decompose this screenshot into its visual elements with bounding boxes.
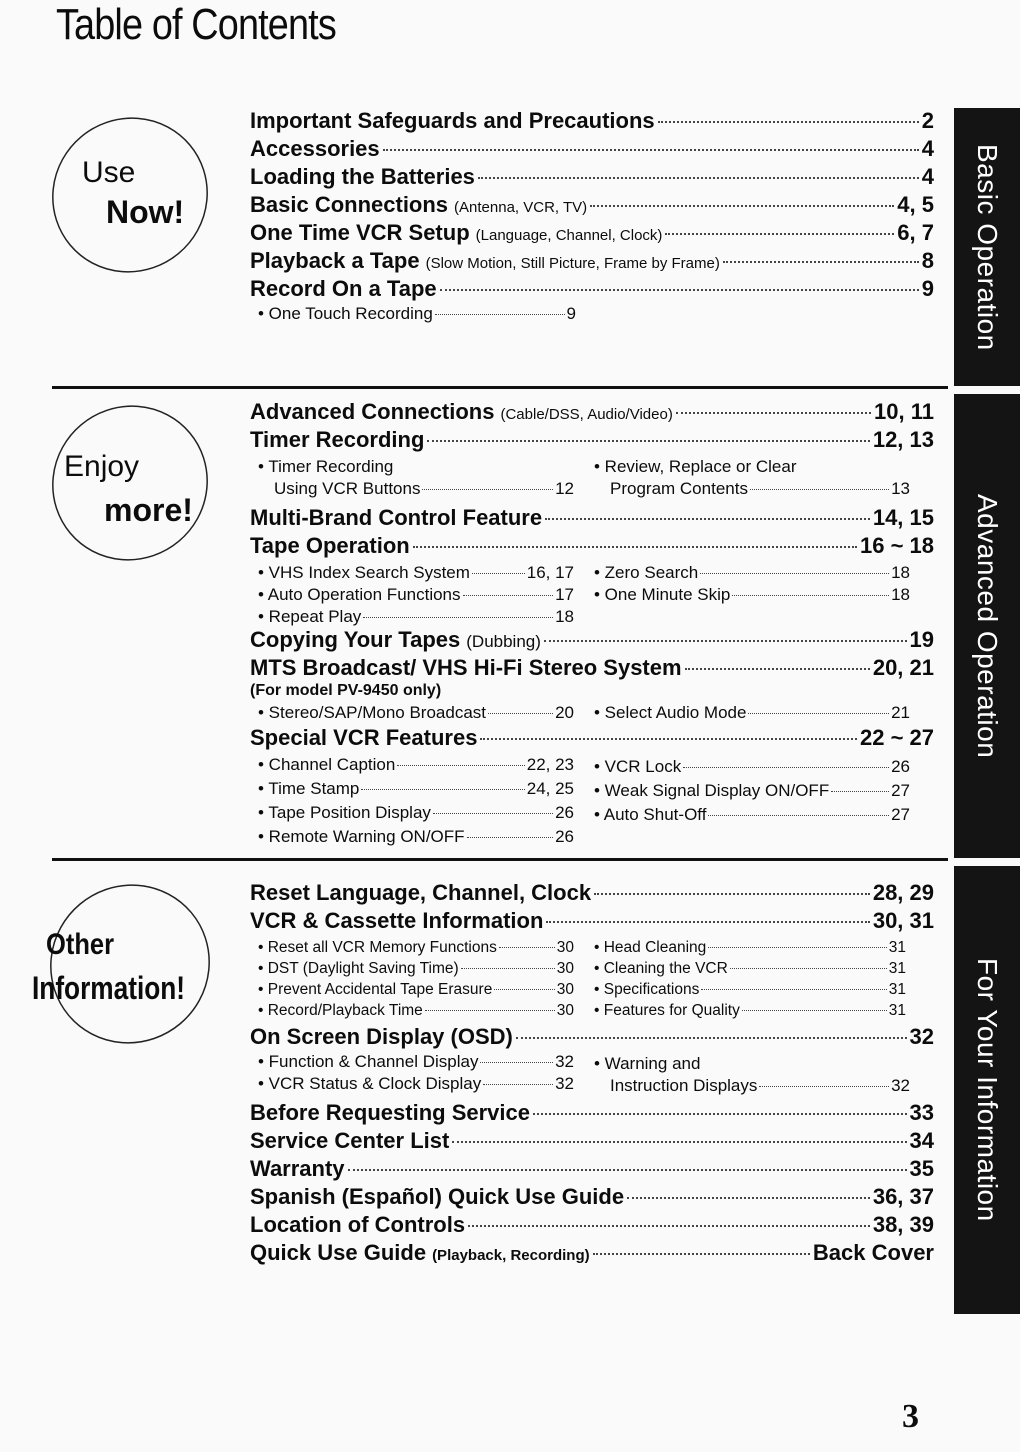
subentry-page: 24, 25: [526, 779, 574, 798]
subentry-label: • Timer Recording: [258, 457, 394, 476]
entry-title: VCR & Cassette Information: [250, 908, 544, 933]
dot-leader: [544, 640, 907, 642]
tab-basic-operation[interactable]: [954, 108, 1020, 386]
dot-leader: [658, 121, 919, 123]
badge-line1: Use: [82, 156, 136, 189]
subentry-label: • One Minute Skip: [594, 585, 731, 604]
toc-entry[interactable]: [250, 427, 934, 453]
page-title: Table of Contents: [56, 0, 336, 49]
tab-advanced-operation[interactable]: [954, 394, 1020, 858]
section-divider: [52, 858, 948, 861]
entry-title: MTS Broadcast/ VHS Hi-Fi Stereo System: [250, 655, 682, 680]
toc-subentry[interactable]: [258, 803, 574, 823]
entry-title: Before Requesting Service: [250, 1100, 530, 1125]
toc-subentry[interactable]: [610, 1076, 910, 1096]
entry-title: Multi-Brand Control Feature: [250, 505, 543, 530]
subentry-label: Instruction Displays: [610, 1076, 758, 1095]
subentry-page: 26: [555, 827, 574, 846]
subentry-page: 31: [888, 939, 906, 956]
toc-entry[interactable]: [250, 1100, 934, 1126]
entry-title: Quick Use Guide: [250, 1240, 427, 1265]
dot-leader: [488, 713, 553, 714]
subentry-label: • VCR Status & Clock Display: [258, 1074, 482, 1093]
toc-entry[interactable]: [250, 192, 934, 221]
toc-entry[interactable]: [250, 108, 934, 134]
toc-subentry[interactable]: [594, 757, 910, 777]
entry-title: Special VCR Features: [250, 725, 478, 750]
toc-subentry[interactable]: [594, 1001, 906, 1021]
dot-leader: [483, 1084, 553, 1085]
dot-leader: [665, 233, 894, 235]
dot-leader: [461, 968, 555, 969]
subentry-label: • Weak Signal Display ON/OFF: [594, 781, 830, 800]
entry-page: 19: [909, 627, 934, 652]
subentry-label: • VHS Index Search System: [258, 563, 470, 582]
toc-subentry[interactable]: [594, 563, 910, 583]
dot-leader: [593, 1253, 810, 1255]
subentry-label: • Warning and: [594, 1054, 701, 1073]
toc-entry[interactable]: [250, 248, 934, 277]
dot-leader: [750, 489, 889, 490]
dot-leader: [363, 617, 553, 618]
entry-title: Accessories: [250, 136, 380, 161]
toc-entry[interactable]: [250, 1024, 934, 1050]
toc-subentry[interactable]: [594, 703, 910, 723]
dot-leader: [480, 738, 857, 740]
toc-entry[interactable]: [250, 1128, 934, 1154]
subentry-page: 13: [891, 479, 910, 498]
entry-note: (Language, Channel, Clock): [475, 227, 663, 244]
page-number: 3: [902, 1398, 919, 1435]
subentry-page: 18: [891, 563, 910, 582]
entry-note: (Playback, Recording): [432, 1247, 590, 1264]
dot-leader: [594, 893, 870, 895]
entry-title: Loading the Batteries: [250, 164, 475, 189]
toc-entry[interactable]: [250, 136, 934, 162]
dot-leader: [730, 968, 887, 969]
toc-section-advanced: [250, 399, 934, 851]
dot-leader: [435, 314, 565, 315]
dot-leader: [723, 261, 919, 263]
entry-page: 4, 5: [897, 192, 934, 217]
dot-leader: [533, 1113, 907, 1115]
toc-entry[interactable]: [250, 399, 934, 428]
subentry-page: 31: [888, 960, 906, 977]
entry-note: (Antenna, VCR, TV): [454, 199, 588, 216]
subentry-label: • One Touch Recording: [258, 304, 433, 323]
toc-entry[interactable]: [250, 505, 934, 531]
dot-leader: [427, 440, 869, 442]
dot-leader: [676, 412, 871, 414]
dot-leader: [700, 573, 889, 574]
entry-title: Basic Connections: [250, 192, 449, 217]
dot-leader: [831, 791, 889, 792]
entry-title: Warranty: [250, 1156, 345, 1181]
toc-entry[interactable]: [250, 627, 934, 655]
dot-leader: [467, 837, 554, 838]
subentry-label: • Select Audio Mode: [594, 703, 747, 722]
toc-subentry[interactable]: [258, 304, 576, 324]
toc-section-basic: [250, 108, 934, 338]
subentry-page: 27: [891, 781, 910, 800]
entry-title: Spanish (Español) Quick Use Guide: [250, 1184, 625, 1209]
subentry-label: • Reset all VCR Memory Functions: [258, 939, 497, 956]
dot-leader: [732, 595, 889, 596]
toc-entry[interactable]: [250, 164, 934, 190]
subentry-page: 31: [888, 981, 906, 998]
entry-title: Copying Your Tapes: [250, 627, 461, 652]
badge-enjoy-more: [30, 388, 230, 578]
badge-line1: Enjoy: [64, 450, 140, 483]
dot-leader: [472, 573, 525, 574]
dot-leader: [433, 813, 553, 814]
dot-leader: [425, 1010, 555, 1011]
dot-leader: [499, 947, 555, 948]
toc-subentry[interactable]: [274, 479, 574, 499]
badge-other-information: [22, 866, 232, 1066]
toc-subentry[interactable]: [594, 805, 910, 825]
dot-leader: [708, 947, 886, 948]
entry-title: Tape Operation: [250, 533, 410, 558]
subentry-page: 30: [556, 939, 574, 956]
subentry-label: • Review, Replace or Clear: [594, 457, 797, 476]
toc-subentry[interactable]: [258, 703, 574, 723]
entry-page: 12, 13: [872, 427, 934, 452]
subentry-label: • Zero Search: [594, 563, 699, 582]
dot-leader: [683, 767, 889, 768]
entry-note: (Dubbing): [466, 632, 541, 651]
entry-page: 34: [909, 1128, 934, 1153]
entry-page: 8: [921, 248, 934, 273]
toc-entry[interactable]: [250, 1184, 934, 1210]
subentry-page: 9: [566, 304, 576, 323]
toc-subentry[interactable]: [258, 755, 574, 775]
dot-leader: [590, 205, 894, 207]
toc-subentry[interactable]: [258, 827, 574, 847]
subentry-page: 18: [555, 607, 574, 626]
toc-subentry[interactable]: [258, 779, 574, 799]
subentry-label: • Repeat Play: [258, 607, 362, 626]
subentry-label: • VCR Lock: [594, 757, 682, 776]
entry-title: Location of Controls: [250, 1212, 466, 1237]
toc-subentry[interactable]: [258, 563, 574, 583]
dot-leader: [742, 1010, 887, 1011]
entry-page: 4: [921, 164, 934, 189]
toc-subentry[interactable]: [258, 607, 574, 627]
badge-line2: Now!: [106, 194, 185, 230]
subentry-page: 27: [891, 805, 910, 824]
dot-leader: [685, 668, 870, 670]
tab-advanced-operation-label: Advanced Operation: [972, 493, 1003, 759]
badge-use-now: [30, 100, 230, 290]
badge-line2: more!: [104, 492, 193, 528]
entry-title: Record On a Tape: [250, 276, 437, 301]
entry-page: 32: [909, 1024, 934, 1049]
dot-leader: [708, 815, 889, 816]
toc-section-information: [250, 880, 934, 1280]
tab-for-your-information[interactable]: [954, 866, 1020, 1314]
dot-leader: [701, 989, 886, 990]
tab-for-your-information-label: For Your Information: [972, 958, 1003, 1222]
entry-page: 9: [921, 276, 934, 301]
entry-title: Timer Recording: [250, 427, 425, 452]
entry-title: On Screen Display (OSD): [250, 1024, 513, 1049]
toc-entry[interactable]: [250, 725, 934, 751]
toc-subentry[interactable]: [258, 1052, 574, 1072]
entry-page: 10, 11: [874, 399, 934, 424]
dot-leader: [440, 289, 919, 291]
subentry-page: 18: [891, 585, 910, 604]
subentry-label: • Cleaning the VCR: [594, 960, 728, 977]
toc-subentry[interactable]: [594, 959, 906, 979]
entry-page: 33: [909, 1100, 934, 1125]
subentry-label: • Auto Shut-Off: [594, 805, 707, 824]
toc-entry[interactable]: [250, 1156, 934, 1182]
subentry-label: • Features for Quality: [594, 1002, 740, 1019]
entry-page: Back Cover: [812, 1240, 934, 1265]
dot-leader: [546, 921, 869, 923]
entry-page: 35: [909, 1156, 934, 1181]
subentry-label: • Auto Operation Functions: [258, 585, 461, 604]
subentry-label: Program Contents: [610, 479, 748, 498]
toc-entry[interactable]: [250, 908, 934, 934]
subentry-label: • Prevent Accidental Tape Erasure: [258, 981, 493, 998]
entry-note: (Cable/DSS, Audio/Video): [500, 406, 673, 423]
toc-subentry[interactable]: [258, 959, 574, 979]
subentry-label: • Channel Caption: [258, 755, 396, 774]
entry-page: 4: [921, 136, 934, 161]
ellipse-outline-icon: [22, 866, 232, 1066]
dot-leader: [516, 1037, 907, 1039]
toc-subentry[interactable]: [258, 1074, 574, 1094]
entry-page: 14, 15: [872, 505, 934, 530]
subentry-label: Using VCR Buttons: [274, 479, 421, 498]
subentry-label: • Head Cleaning: [594, 939, 707, 956]
toc-entry[interactable]: [250, 655, 934, 681]
entry-page: 30, 31: [872, 908, 934, 933]
subentry-page: 30: [556, 960, 574, 977]
subentry-label: • Function & Channel Display: [258, 1052, 479, 1071]
entry-page: 22 ~ 27: [859, 725, 934, 750]
subentry-page: 30: [556, 981, 574, 998]
dot-leader: [627, 1197, 870, 1199]
subentry-label: • Tape Position Display: [258, 803, 431, 822]
dot-leader: [348, 1169, 907, 1171]
dot-leader: [494, 989, 554, 990]
subentry-page: 32: [891, 1076, 910, 1095]
entry-page: 38, 39: [872, 1212, 934, 1237]
toc-subentry[interactable]: [594, 938, 906, 958]
entry-page: 36, 37: [872, 1184, 934, 1209]
entry-title: Service Center List: [250, 1128, 450, 1153]
model-note: (For model PV-9450 only): [250, 682, 442, 699]
entry-title: Advanced Connections: [250, 399, 495, 424]
dot-leader: [748, 713, 889, 714]
subentry-page: 16, 17: [526, 563, 574, 582]
dot-leader: [759, 1086, 889, 1087]
subentry-label: • DST (Daylight Saving Time): [258, 960, 459, 977]
toc-entry[interactable]: [250, 880, 934, 906]
toc-subentry[interactable]: [594, 781, 910, 801]
toc-subentry[interactable]: [258, 1001, 574, 1021]
subentry-label: • Specifications: [594, 981, 700, 998]
entry-title: Reset Language, Channel, Clock: [250, 880, 592, 905]
toc-entry[interactable]: [250, 1240, 934, 1269]
toc-subentry[interactable]: [258, 980, 574, 1000]
entry-title: One Time VCR Setup: [250, 220, 470, 245]
dot-leader: [545, 518, 870, 520]
entry-page: 2: [921, 108, 934, 133]
subentry-label: • Remote Warning ON/OFF: [258, 827, 465, 846]
subentry-page: 30: [556, 1002, 574, 1019]
dot-leader: [361, 789, 524, 790]
entry-note: (Slow Motion, Still Picture, Frame by Frame): [425, 255, 720, 272]
tab-basic-operation-label: Basic Operation: [972, 143, 1003, 351]
dot-leader: [413, 546, 857, 548]
subentry-page: 26: [891, 757, 910, 776]
dot-leader: [397, 765, 524, 766]
entry-page: 6, 7: [897, 220, 934, 245]
dot-leader: [422, 489, 553, 490]
subentry-page: 22, 23: [526, 755, 574, 774]
subentry-label: • Record/Playback Time: [258, 1002, 423, 1019]
toc-entry[interactable]: [250, 276, 934, 302]
dot-leader: [383, 149, 919, 151]
subentry-page: 21: [891, 703, 910, 722]
subentry-page: 26: [555, 803, 574, 822]
entry-page: 20, 21: [872, 655, 934, 680]
dot-leader: [480, 1062, 553, 1063]
dot-leader: [478, 177, 919, 179]
subentry-page: 32: [555, 1074, 574, 1093]
subentry-page: 17: [555, 585, 574, 604]
entry-title: Important Safeguards and Precautions: [250, 108, 655, 133]
toc-subentry[interactable]: [258, 938, 574, 958]
toc-subentry[interactable]: [610, 479, 910, 499]
subentry-page: 31: [888, 1002, 906, 1019]
subentry-page: 32: [555, 1052, 574, 1071]
dot-leader: [463, 595, 554, 596]
toc-subentry[interactable]: [594, 980, 906, 1000]
entry-page: 28, 29: [872, 880, 934, 905]
dot-leader: [452, 1141, 906, 1143]
toc-subentry[interactable]: [594, 585, 910, 605]
toc-entry[interactable]: [250, 533, 934, 559]
toc-entry[interactable]: [250, 220, 934, 249]
subentry-label: • Stereo/SAP/Mono Broadcast: [258, 703, 487, 722]
dot-leader: [468, 1225, 870, 1227]
entry-page: 16 ~ 18: [859, 533, 934, 558]
badge-line2: Information!: [32, 970, 186, 1006]
badge-line1: Other: [46, 928, 115, 961]
subentry-page: 12: [555, 479, 574, 498]
toc-subentry[interactable]: [258, 585, 574, 605]
subentry-label: • Time Stamp: [258, 779, 360, 798]
toc-entry[interactable]: [250, 1212, 934, 1238]
entry-title: Playback a Tape: [250, 248, 420, 273]
subentry-page: 20: [555, 703, 574, 722]
